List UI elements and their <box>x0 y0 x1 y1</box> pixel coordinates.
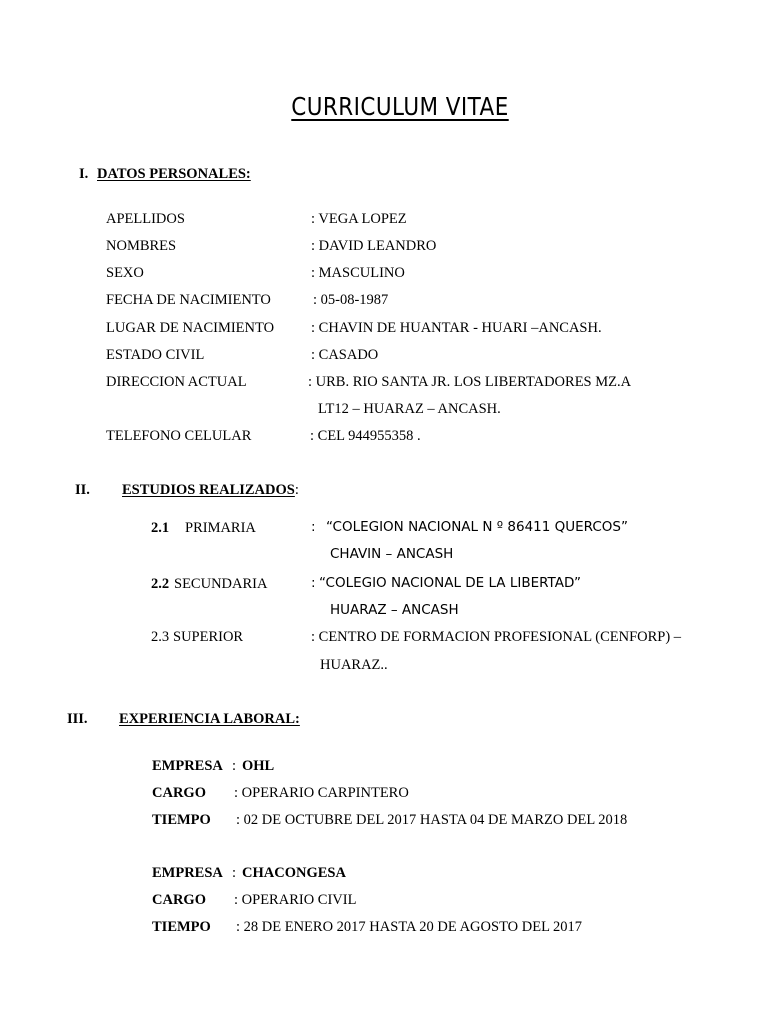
job-empresa-colon: : <box>232 758 237 774</box>
field-label-estado-civil: ESTADO CIVIL <box>106 347 205 363</box>
job-empresa-value: OHL <box>242 758 275 774</box>
job-empresa-label: EMPRESA <box>152 865 223 881</box>
job-cargo-value: : OPERARIO CIVIL <box>234 892 357 908</box>
job-empresa-label: EMPRESA <box>152 758 223 774</box>
study-value-secundaria-line2: HUARAZ – ANCASH <box>330 602 459 618</box>
job-tiempo-label: TIEMPO <box>152 919 211 935</box>
section-heading-experience: EXPERIENCIA LABORAL: <box>119 711 300 727</box>
section-heading-personal: DATOS PERSONALES: <box>97 166 251 182</box>
study-value-secundaria: “COLEGIO NACIONAL DE LA LIBERTAD” <box>319 575 581 591</box>
study-value-superior-line2: HUARAZ.. <box>320 657 388 673</box>
field-value-direccion: : URB. RIO SANTA JR. LOS LIBERTADORES MZ.A <box>308 374 632 390</box>
section-heading-studies-colon: : <box>294 482 299 498</box>
job-cargo-value: : OPERARIO CARPINTERO <box>234 785 409 801</box>
job-tiempo-value: : 28 DE ENERO 2017 HASTA 20 DE AGOSTO DEL 2017 <box>236 919 583 935</box>
section-numeral-personal: I. <box>79 166 89 182</box>
field-label-sexo: SEXO <box>106 265 144 281</box>
field-value-estado-civil: : CASADO <box>311 347 379 363</box>
job-cargo-label: CARGO <box>152 785 206 801</box>
study-label-primaria: PRIMARIA <box>185 520 256 536</box>
job-tiempo-label: TIEMPO <box>152 812 211 828</box>
section-numeral-studies: II. <box>75 482 90 498</box>
field-label-telefono: TELEFONO CELULAR <box>106 428 252 444</box>
study-number-superior: 2.3 <box>151 629 170 645</box>
field-label-direccion: DIRECCION ACTUAL <box>106 374 247 390</box>
study-colon-primaria: : <box>311 519 316 535</box>
study-colon-secundaria: : <box>311 575 316 591</box>
field-value-direccion-line2: LT12 – HUARAZ – ANCASH. <box>318 401 501 417</box>
job-empresa-value: CHACONGESA <box>242 865 346 881</box>
field-value-lugar-nacimiento: : CHAVIN DE HUANTAR - HUARI –ANCASH. <box>311 320 602 336</box>
section-numeral-experience: III. <box>67 711 88 727</box>
field-label-nombres: NOMBRES <box>106 238 177 254</box>
study-value-primaria: “COLEGION NACIONAL N º 86411 QUERCOS” <box>326 519 628 535</box>
job-cargo-label: CARGO <box>152 892 206 908</box>
section-heading-studies-wrap <box>122 483 299 498</box>
section-heading-studies: ESTUDIOS REALIZADOS <box>122 482 295 498</box>
study-value-superior: : CENTRO DE FORMACION PROFESIONAL (CENFORP) – <box>311 629 682 645</box>
field-value-sexo: : MASCULINO <box>311 265 405 281</box>
document-title: CURRICULUM VITAE <box>291 92 509 121</box>
field-value-telefono: : CEL 944955358 . <box>310 428 421 444</box>
field-label-fecha-nacimiento: FECHA DE NACIMIENTO <box>106 292 271 308</box>
study-label-secundaria: SECUNDARIA <box>174 576 268 592</box>
field-value-nombres: : DAVID LEANDRO <box>311 238 437 254</box>
field-label-lugar-nacimiento: LUGAR DE NACIMIENTO <box>106 320 275 336</box>
job-tiempo-value: : 02 DE OCTUBRE DEL 2017 HASTA 04 DE MARZO DEL 2018 <box>236 812 628 828</box>
study-number-primaria: 2.1 <box>151 520 170 536</box>
study-label-superior: SUPERIOR <box>173 629 244 645</box>
study-value-primaria-line2: CHAVIN – ANCASH <box>330 546 454 562</box>
field-value-apellidos: : VEGA LOPEZ <box>311 211 407 227</box>
field-value-fecha-nacimiento: : 05-08-1987 <box>313 292 389 308</box>
field-label-apellidos: APELLIDOS <box>106 211 185 227</box>
study-number-secundaria: 2.2 <box>151 576 170 592</box>
job-empresa-colon: : <box>232 865 237 881</box>
